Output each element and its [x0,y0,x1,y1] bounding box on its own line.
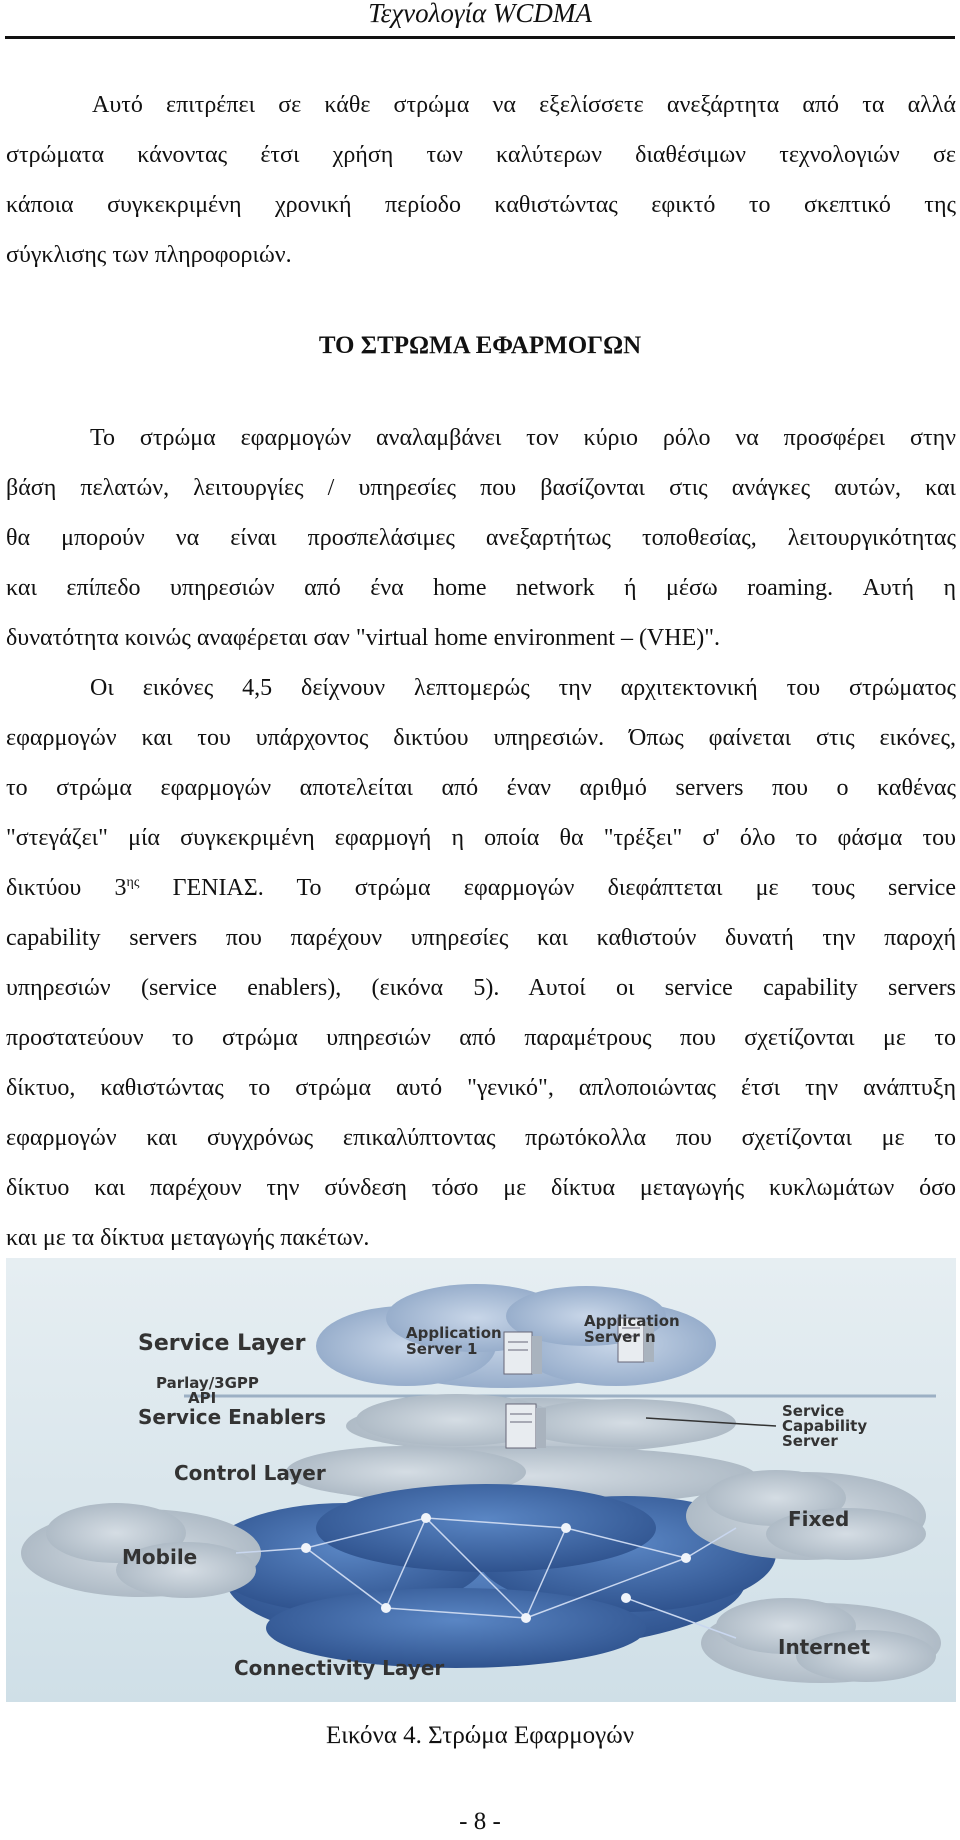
architecture-diagram [6,1258,956,1702]
label-internet: Internet [778,1635,871,1659]
text-line: "στεγάζει" μία συγκεκριμένη εφαρμογή η οποία θα "τρέξει" σ' όλο το φάσμα του [6,825,956,851]
intro-paragraph [6,80,956,280]
server-icon [506,1404,546,1448]
text-line: στρώματα κάνοντας έτσι χρήση των καλύτερων διαθέσιμων τεχνολογιών σε [6,142,956,168]
paragraph-1 [6,413,956,663]
label-service-enablers: Service Enablers [138,1405,327,1429]
label-app-server-1: Application [406,1324,502,1342]
label-service-layer: Service Layer [138,1331,306,1356]
text-line: capability servers που παρέχουν υπηρεσίες και καθιστούν δυνατή την παροχή [6,925,956,951]
text-line: και με τα δίκτυα μεταγωγής πακέτων. [6,1225,370,1251]
label-fixed: Fixed [788,1507,850,1531]
server-icon [504,1332,542,1374]
text-line: Οι εικόνες 4,5 δείχνουν λεπτομερώς την αρχιτεκτονική του στρώματος [90,675,956,701]
architecture-figure [6,1258,956,1702]
label-mobile: Mobile [122,1545,198,1569]
label-parlay: Parlay/3GPP [156,1374,259,1392]
label-app-server-1-line2: Server 1 [406,1340,478,1358]
header-title: Τεχνολογία WCDMA [368,0,592,28]
label-scs: Service [782,1402,845,1420]
text-line: εφαρμογών και συγχρόνως επικαλύπτοντας πρωτόκολλα που σχετίζονται με το [6,1125,956,1151]
superscript: ης [126,875,140,890]
text-line: και επίπεδο υπηρεσιών από ένα home network ή μέσω roaming. Αυτή η [6,575,956,601]
text-line: βάση πελατών, λειτουργίες / υπηρεσίες που βασίζονται στις ανάγκες αυτών, και [6,475,956,501]
label-scs-line3: Server [782,1432,838,1450]
text-line: Αυτό επιτρέπει σε κάθε στρώμα να εξελίσσετε ανεξάρτητα από τα αλλά [92,92,956,118]
text-line: κάποια συγκεκριμένη χρονική περίοδο καθιστώντας εφικτό το σκεπτικό της [6,192,956,218]
text-line: προστατεύουν το στρώμα υπηρεσιών από παραμέτρους που σχετίζονται με το [6,1025,956,1051]
text-line: Το στρώμα εφαρμογών αναλαμβάνει τον κύριο ρόλο να προσφέρει στην [90,425,956,451]
text-line: δίκτυο, καθιστώντας το στρώμα αυτό "γενικό", απλοποιώντας έτσι την ανάπτυξη [6,1075,956,1101]
paragraph-2 [6,663,956,1263]
text-line: υπηρεσιών (service enablers), (εικόνα 5). Αυτοί οι service capability servers [6,975,956,1001]
text-line: δίκτυο και παρέχουν την σύνδεση τόσο με δίκτυα μεταγωγής κυκλωμάτων όσο [6,1175,956,1201]
figure-caption: Εικόνα 4. Στρώμα Εφαρμογών [325,1722,634,1749]
text-line: δυνατότητα κοινώς αναφέρεται σαν "virtual home environment – (VHE)". [6,625,721,651]
label-scs-line2: Capability [782,1417,868,1435]
text-line: το στρώμα εφαρμογών αποτελείται από έναν αριθμό servers που ο καθένας [6,775,956,801]
label-api: API [188,1389,217,1407]
section-heading: ΤΟ ΣΤΡΩΜΑ ΕΦΑΡΜΟΓΩΝ [318,332,642,359]
label-control-layer: Control Layer [174,1461,326,1485]
text-line: εφαρμογών και του υπάρχοντος δικτύου υπηρεσιών. Όπως φαίνεται στις εικόνες, [6,725,956,751]
header-rule [5,36,955,39]
label-app-server-n: Application [584,1312,680,1330]
text-fragment: δικτύου 3 [6,875,127,901]
page-header [0,0,960,40]
text-fragment: ΓΕΝΙΑΣ. Το στρώμα εφαρμογών διεφάπτεται με τους service [139,875,956,901]
page-number: - 8 - [459,1808,501,1835]
text-line-with-superscript [6,863,956,913]
label-app-server-n-line2: Server n [584,1328,656,1346]
label-connectivity-layer: Connectivity Layer [234,1656,445,1680]
text-line: σύγκλισης των πληροφοριών. [6,242,292,268]
text-line: θα μπορούν να είναι προσπελάσιμες ανεξαρτήτως τοποθεσίας, λειτουργικότητας [6,525,956,551]
